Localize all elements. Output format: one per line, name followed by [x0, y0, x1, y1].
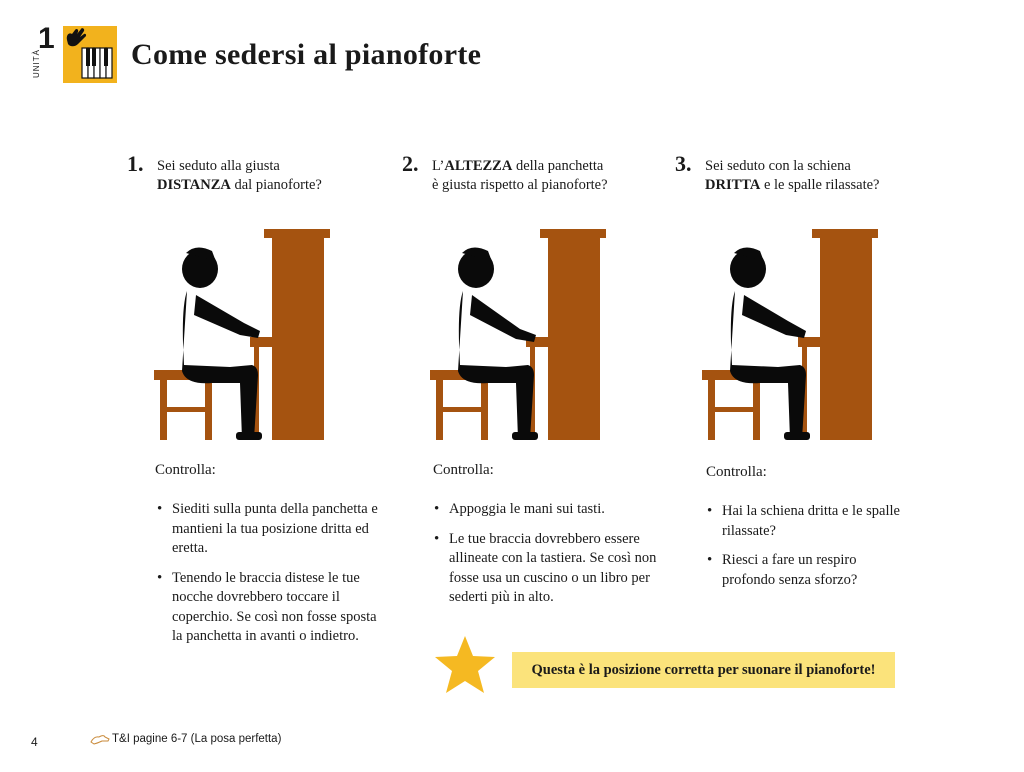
piano	[526, 229, 606, 440]
check-title: Controlla:	[706, 464, 767, 480]
unit-badge	[63, 26, 117, 83]
step-number: 3.	[675, 151, 692, 176]
footer-reference: T&I pagine 6-7 (La posa perfetta)	[90, 733, 281, 745]
check-list	[434, 500, 666, 618]
piano-keys-icon	[63, 26, 117, 83]
list-item: • Appoggia le mani sui tasti.	[434, 500, 666, 520]
check-title: Controlla:	[155, 462, 216, 478]
list-item: • Le tue braccia dovrebbero essere allineate con la tastiera. Se così non fosse usa un cuscino o un libro per sederti più in alto.	[434, 530, 666, 608]
step-number: 2.	[402, 151, 419, 176]
step-column-3	[675, 152, 945, 195]
correct-position-note: Questa è la posizione corretta per suonare il pianoforte!	[512, 652, 895, 688]
check-title: Controlla:	[433, 462, 494, 478]
list-item: • Siediti sulla punta della panchetta e mantieni la tua posizione dritta ed eretta.	[157, 500, 389, 559]
piano-illustration	[152, 225, 337, 445]
list-item: • Riesci a fare un respiro profondo senza sforzo?	[707, 551, 907, 590]
star-icon	[433, 634, 497, 696]
piano	[798, 229, 878, 440]
list-item: • Tenendo le braccia distese le tue nocche dovrebbero toccare il coperchio. Se così non fosse sposta la panchetta in avanti o indietro.	[157, 569, 389, 647]
hand-icon	[67, 28, 86, 46]
unit-label: UNITÀ	[32, 49, 41, 78]
step-column-1	[127, 152, 397, 195]
step-question: Sei seduto alla giusta DISTANZA dal pianoforte?	[157, 158, 322, 193]
page-number: 4	[31, 735, 38, 749]
step-column-2	[402, 152, 672, 195]
step-number: 1.	[127, 151, 144, 176]
piano-illustration	[700, 225, 885, 445]
piano-illustration	[428, 225, 613, 445]
step-question: Sei seduto con la schiena DRITTA e le spalle rilassate?	[705, 158, 880, 193]
check-list	[157, 500, 389, 657]
unit-number: 1	[38, 22, 55, 55]
step-question: L’ALTEZZA della panchetta è giusta rispetto al pianoforte?	[432, 158, 608, 193]
list-item: • Hai la schiena dritta e le spalle rilassate?	[707, 502, 907, 541]
page-title: Come sedersi al pianoforte	[131, 38, 482, 71]
piano	[250, 229, 330, 440]
hands-icon	[90, 733, 110, 745]
check-list	[707, 502, 907, 600]
